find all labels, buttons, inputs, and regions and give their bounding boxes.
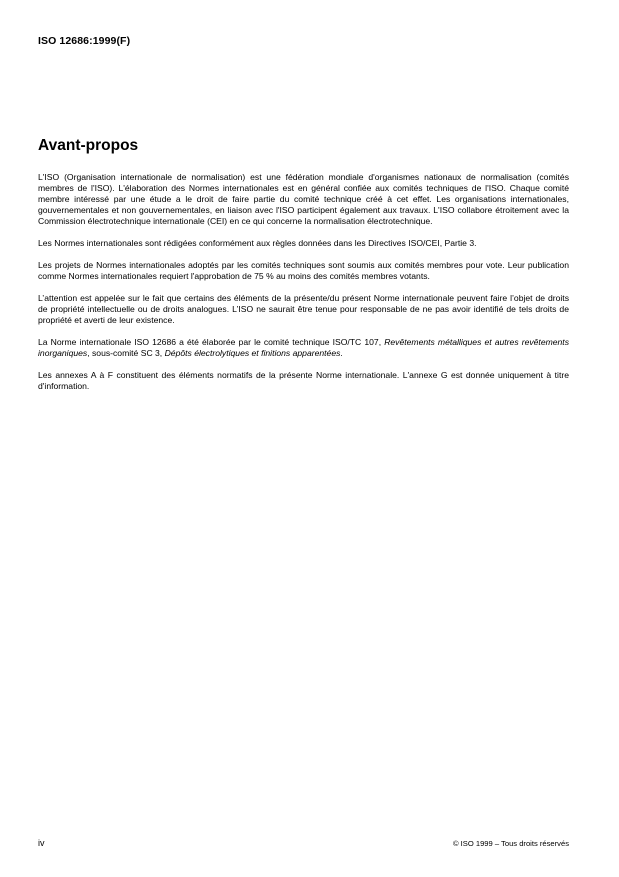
subcommittee-title-italic: Dépôts électrolytiques et finitions apparentées [164, 348, 341, 358]
foreword-body [38, 172, 569, 403]
paragraph-patent-rights: L’attention est appelée sur le fait que certains des éléments de la présente/du présent Norme internationale peuvent faire l’objet de droits de propriété intellectuelle ou de droits analogues. L’ISO ne saurait être tenue pour responsable de ne pas avoir identifié de tels droits de propriété et averti de leur existence. [38, 293, 569, 325]
paragraph-committee [38, 337, 569, 359]
committee-text-2: , sous-comité SC 3, [87, 348, 165, 358]
page-title: Avant-propos [38, 137, 139, 154]
copyright-notice: © ISO 1999 – Tous droits réservés [452, 839, 569, 848]
committee-title-italic: Revêtements métalliques et autres revêtements inorganiques [38, 337, 569, 358]
paragraph-annexes: Les annexes A à F constituent des éléments normatifs de la présente Norme internationale. L'annexe G est donnée uniquement à titre d'information. [38, 370, 569, 391]
committee-text-3: . [340, 348, 343, 358]
paragraph-iso-organisation: L'ISO (Organisation internationale de normalisation) est une fédération mondiale d'organismes nationaux de normalisation (comités membres de l'ISO). L'élaboration des Normes internationales est en général confiée aux comités techniques de l'ISO. Chaque comité membre intéressé par une étude a le droit de faire partie du comité technique créé à cet effet. Les organisations internationales, gouvernementales et non gouvernementales, en liaison avec l'ISO participent également aux travaux. L'ISO collabore étroitement avec la Commission électrotechnique internationale (CEI) en ce qui concerne la normalisation électrotechnique. [38, 172, 569, 226]
paragraph-voting: Les projets de Normes internationales adoptés par les comités techniques sont soumis aux comités membres pour vote. Leur publication comme Normes internationales requiert l'approbation de 75 % au moins des comités membres votants. [38, 260, 569, 281]
document-id-header: ISO 12686:1999(F) [38, 35, 131, 47]
paragraph-directives: Les Normes internationales sont rédigées conformément aux règles données dans les Directives ISO/CEI, Partie 3. [38, 238, 477, 248]
page-number: iv [38, 838, 45, 848]
committee-text-1: La Norme internationale ISO 12686 a été élaborée par le comité technique ISO/TC 107, [38, 337, 385, 347]
